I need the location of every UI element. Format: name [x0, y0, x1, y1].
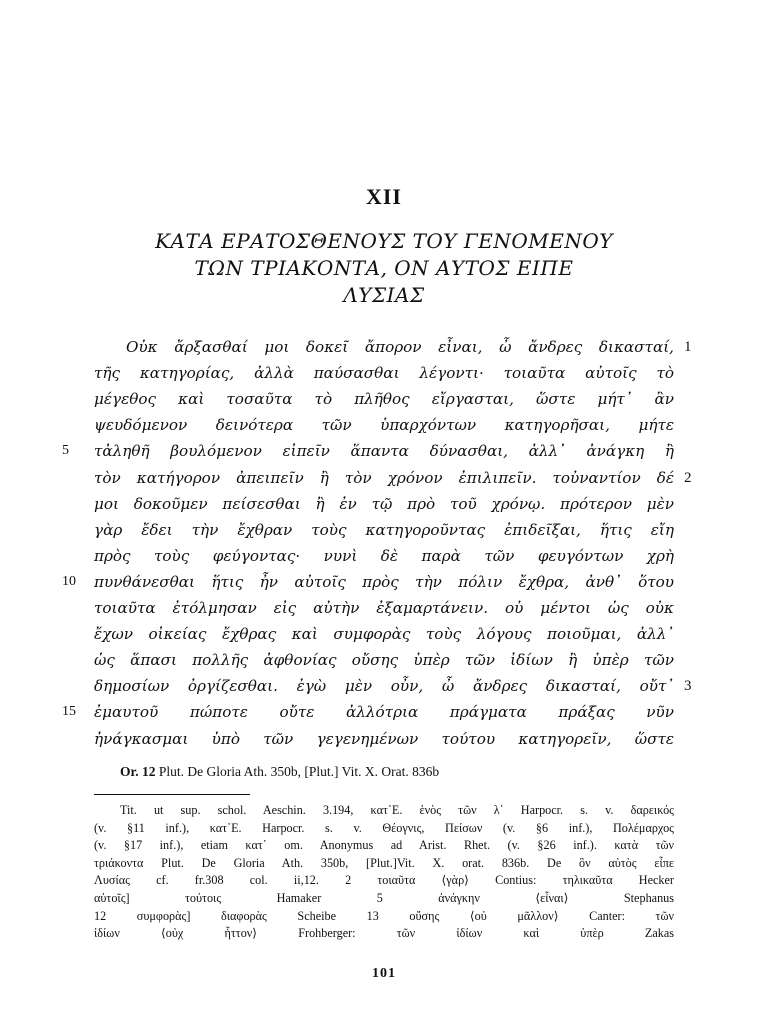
speech-title-line: ΤΩΝ ΤΡΙΑΚΟΝΤΑ, ΟΝ ΑΥΤΟΣ ΕΙΠΕ	[194, 256, 574, 280]
speech-title-line: ΛΥΣΙΑΣ	[343, 283, 425, 307]
page-number: 101	[372, 966, 396, 981]
text-line: ἐμαυτοῦ πώποτε οὔτε ἀλλότρια πράγματα πράξας νῦν	[94, 703, 674, 721]
chapter-number: XII	[365, 184, 402, 209]
text-line: ἠνάγκασμαι ὑπὸ τῶν γεγενημένων τούτου κατηγορεῖν, ὥστε	[94, 730, 674, 748]
apparatus-line: τριάκοντα Plut. De Gloria Ath. 350b, [Plut.]Vit. X. orat. 836b. De ὃν αὐτὸς εἶπε	[94, 856, 674, 870]
line-number: 10	[62, 574, 76, 589]
apparatus-line: (v. §17 inf.), etiam κατ᾽ om. Anonymus ad Arist. Rhet. (v. §26 inf.). κατὰ τῶν	[94, 838, 674, 852]
line-number: 5	[62, 443, 69, 458]
section-number: 3	[684, 678, 692, 694]
text-line: μοι δοκοῦμεν πείσεσθαι ἢ ἐν τῷ πρὸ τοῦ χρόνῳ. πρότερον μὲν	[94, 495, 674, 513]
apparatus-line: ἰδίων ⟨οὐχ ἧττον⟩ Frohberger: τῶν ἰδίων καὶ ὑπὲρ Zakas	[94, 926, 674, 940]
text-line: πυνθάνεσθαι ἥτις ἦν αὐτοῖς πρὸς τὴν πόλιν ἔχθρα, ἀνθ᾽ ὅτου	[94, 573, 674, 591]
text-line: ὡς ἅπασι πολλῆς ἀφθονίας οὔσης ὑπὲρ τῶν ἰδίων ἢ ὑπὲρ τῶν	[94, 651, 674, 669]
text-line: μέγεθος καὶ τοσαῦτα τὸ πλῆθος εἴργασται, ὥστε μήτ᾽ ἂν	[94, 390, 674, 408]
testimonia-label: Or. 12	[120, 764, 156, 779]
text-line: τὸν κατήγορον ἀπειπεῖν ἢ τὸν χρόνον ἐπιλιπεῖν. τοὐναντίον δέ	[94, 469, 674, 487]
text-line: τῆς κατηγορίας, ἀλλὰ παύσασθαι λέγοντι· τοιαῦτα αὐτοῖς τὸ	[94, 364, 674, 382]
text-line: ψευδόμενον δεινότερα τῶν ὑπαρχόντων κατηγορῆσαι, μήτε	[94, 416, 674, 434]
apparatus-line: Tit. ut sup. schol. Aeschin. 3.194, κατ᾽Ε. ἑνὸς τῶν λ᾽ Harpocr. s. v. δαρεικός	[120, 803, 674, 817]
section-number: 2	[684, 470, 692, 486]
apparatus-line: αὐτοῖς] τούτοις Hamaker 5 ἀνάγκην ⟨εἶναι⟩ Stephanus	[94, 891, 674, 905]
apparatus-line: Λυσίας cf. fr.308 col. ii,12. 2 τοιαῦτα ⟨γὰρ⟩ Contius: τηλικαῦτα Hecker	[94, 873, 674, 887]
section-number: 1	[684, 339, 692, 355]
text-line: Οὐκ ἄρξασθαί μοι δοκεῖ ἄπορον εἶναι, ὦ ἄνδρες δικασταί,	[126, 338, 674, 356]
testimonia-text: Plut. De Gloria Ath. 350b, [Plut.] Vit. X. Orat. 836b	[158, 764, 440, 779]
text-line: δημοσίων ὀργίζεσθαι. ἐγὼ μὲν οὖν, ὦ ἄνδρες δικασταί, οὔτ᾽	[94, 677, 674, 695]
text-line: τοιαῦτα ἐτόλμησαν εἰς αὐτὴν ἐξαμαρτάνειν. οὐ μέντοι ὡς οὐκ	[94, 599, 674, 617]
footnote-rule	[94, 794, 250, 795]
text-line: πρὸς τοὺς φεύγοντας· νυνὶ δὲ παρὰ τῶν φευγόντων χρὴ	[94, 547, 674, 565]
apparatus-line: 12 συμφορὰς] διαφορὰς Scheibe 13 οὔσης ⟨οὐ μᾶλλον⟩ Canter: τῶν	[94, 909, 674, 923]
text-line: ἔχων οἰκείας ἔχθρας καὶ συμφορὰς τοὺς λόγους ποιοῦμαι, ἀλλ᾽	[94, 625, 674, 643]
text-line: τἀληθῆ βουλόμενον εἰπεῖν ἅπαντα δύνασθαι, ἀλλ᾽ ἀνάγκη ἢ	[94, 442, 674, 460]
line-number: 15	[62, 704, 76, 719]
text-line: γὰρ ἔδει τὴν ἔχθραν τοὺς κατηγοροῦντας ἐπιδεῖξαι, ἥτις εἴη	[94, 521, 674, 539]
speech-title-line: ΚΑΤΑ ΕΡΑΤΟΣΘΕΝΟΥΣ ΤΟΥ ΓΕΝΟΜΕΝΟΥ	[155, 229, 613, 253]
apparatus-line: (v. §11 inf.), κατ᾽Ε. Harpocr. s. v. Θέογνις, Πείσων (v. §6 inf.), Πολέμαρχος	[94, 821, 674, 835]
testimonia	[120, 764, 680, 780]
